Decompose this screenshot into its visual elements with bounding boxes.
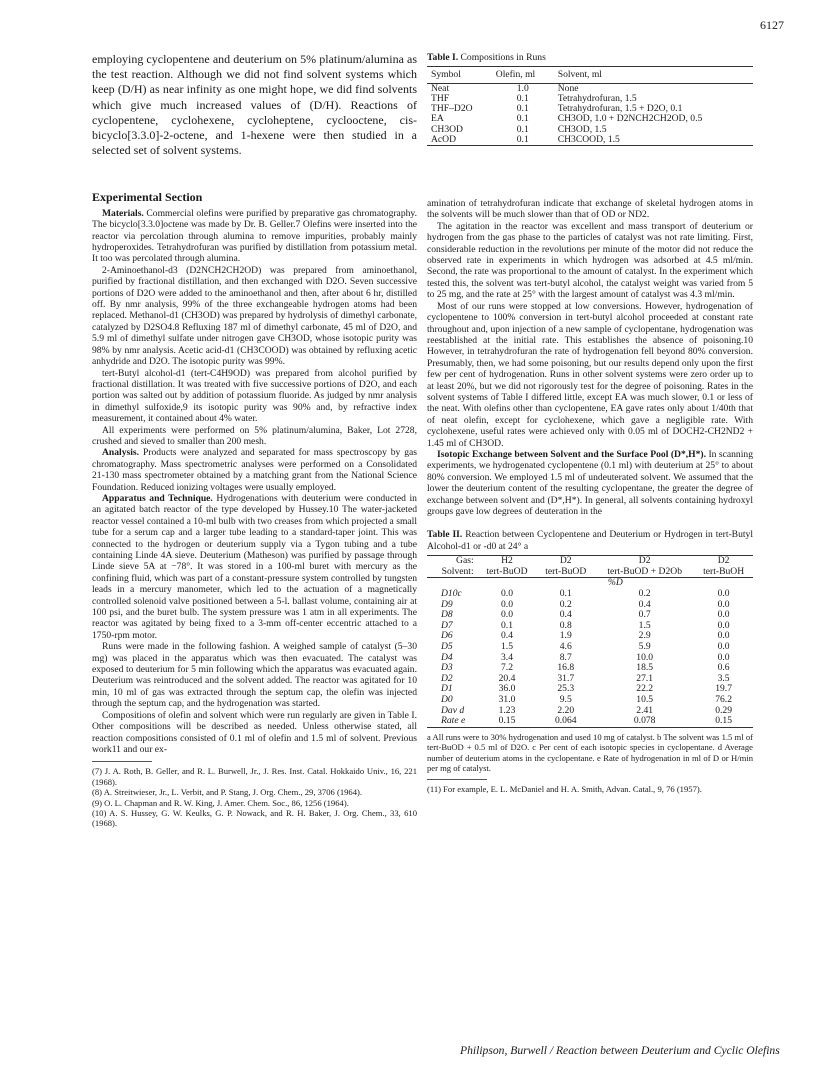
table-cell: 0.1 xyxy=(516,123,529,135)
table-cell: 16.8 xyxy=(557,662,575,674)
table-cell: 19.7 xyxy=(715,683,732,695)
table-cell: 22.2 xyxy=(636,683,654,695)
left-column xyxy=(92,52,417,829)
apparatus-text: Hydrogenations with deuterium were conducted in an agitated batch reactor of the type developed by Hussey.10 The water-jacketed reactor vessel contained a 10-ml bulb with two creases from which projected a small tube for a serum cap and a larger tube leading to a standard-taper joint. This was connected to the hydrogen or deuterium supply via a Tygon tubing and a tube containing Linde 4A sieve. Deuterium (Matheson) was purified by passage through Linde sieve 5A at −78°. It was stored in a 100-ml buret with mercury as the confining fluid, which was part of a constant-pressure system controlled by tungsten leads in a mercury manometer, which led to the actuation of a magnetically controlled solenoid valve positioned between a 5-l. ballast volume, containing air at 100 psi, and the buret bulb. The system pressure was 1 atm in all experiments. The reactor was agitated by being fixed to a 3-mm off-center eccentric attached to a 1750-rpm motor. xyxy=(92,492,417,641)
footnote-divider xyxy=(92,761,152,762)
table2-caption xyxy=(427,529,753,552)
table-cell: Neat xyxy=(431,82,450,94)
table-cell: 0.1 xyxy=(516,103,529,115)
table-row xyxy=(427,600,753,611)
unit-label: %D xyxy=(478,578,753,589)
right-paragraph-3: Most of our runs were stopped at low conversions. However, hydrogenation of cyclopentene to 100% conversion in tert-butyl alcohol proceeded at constant rate throughout and, upon injection of a new sample of cyclopentane, hydrogenation was reestablished at the initial rate. This establishes the absence of poisoning.10 However, in tetrahydrofuran the rate of hydrogenation fell beyond 80% conversion. Presumably, then, we had some poisoning, but our results depend only upon the first few per cent of hydrogenation. Runs in other solvent systems were zero order up to at least 20%, but we did not rigorously test for the degree of poisoning. Rates in the solvent systems of Table I differed little, except EA was much slower, 0.1 or less of the neat. With olefins other than cyclopentene, EA gave rates only about 1/40th that of neat olefin, except for cyclohexene, which gave a negligible rate. With cyclohexene, useful rates were achieved only with 0.05 ml of DOCH2-CH2ND2 + 1.45 ml of CH3OD. xyxy=(427,300,753,449)
compositions-paragraph: Compositions of olefin and solvent which were run regularly are given in Table I. Other compositions will be described as needed. Unless otherwise stated, all reaction compositions consisted of 0.1 ml of olefin and 1.5 ml of solvent. Previous work11 and our ex- xyxy=(92,709,417,755)
footnote-8: (8) A. Streitwieser, Jr., L. Verbit, and P. Stang, J. Org. Chem., 29, 3706 (1964). xyxy=(92,787,363,798)
table-cell: 0.0 xyxy=(501,609,513,621)
table-cell: 0.0 xyxy=(501,598,513,610)
table-cell: 27.1 xyxy=(636,672,654,684)
table-cell: 0.0 xyxy=(717,630,730,642)
table-cell: 0.0 xyxy=(717,651,730,663)
table-cell: 3.5 xyxy=(717,672,730,684)
table-cell: Tetrahydrofuran, 1.5 + D2O, 0.1 xyxy=(557,103,683,115)
table-cell: 0.078 xyxy=(633,715,656,727)
table-cell: 0.2 xyxy=(559,598,572,610)
table-cell: 0.15 xyxy=(715,715,732,727)
experimental-heading: Experimental Section xyxy=(92,190,203,205)
row-label: D9 xyxy=(441,598,453,610)
materials-paragraph xyxy=(92,208,417,265)
table-cell: 0.2 xyxy=(638,588,651,599)
table-row xyxy=(427,610,753,621)
apparatus-label: Apparatus and Technique. xyxy=(102,492,213,504)
right-paragraph-1: amination of tetrahydrofuran indicate that exchange of skeletal hydrogen atoms in the solvents will be much slower than that of OD or ND2. xyxy=(427,198,753,221)
table-row xyxy=(427,589,753,600)
table1-caption xyxy=(427,52,753,63)
table-row xyxy=(427,135,753,146)
table-row xyxy=(427,663,753,674)
table-cell: 0.8 xyxy=(559,619,572,631)
table-cell: 3.4 xyxy=(501,651,513,663)
table-cell: EA xyxy=(431,113,444,125)
table1-header: Solvent, ml xyxy=(554,67,753,83)
table-cell: 0.0 xyxy=(717,588,730,599)
table-cell: 20.4 xyxy=(498,672,516,684)
table2 xyxy=(427,555,753,728)
table-cell: 0.4 xyxy=(501,630,513,642)
table-row xyxy=(427,631,753,642)
footnote-10: (10) A. S. Hussey, G. W. Keulks, G. P. Nowack, and R. H. Baker, J. Org. Chem., 33, 610 (1968). xyxy=(92,807,417,829)
gas-label: Gas: xyxy=(456,555,474,567)
table-cell: 9.5 xyxy=(559,693,572,705)
table-cell: 10.0 xyxy=(636,651,654,663)
table-cell: 0.1 xyxy=(559,588,572,599)
table-row xyxy=(427,621,753,632)
table-cell: 0.0 xyxy=(717,640,730,652)
right-paragraph-2: The agitation in the reactor was excellent and mass transport of deuterium or hydrogen from the gas phase to the particles of catalyst was not rate limiting. First, considerable reduction in the revolutions per minute of the motor did not reduce the observed rate in experiments in which hydrogen was adsorbed at 4.5 ml/min. Second, the rate was proportional to the amount of catalyst. In the experiment which tested this, the solvent was tert-butyl alcohol, the catalyst weight was varied from 5 to 25 mg, and the rate at 25° with the largest amount of catalyst was 4.3 ml/min. xyxy=(427,220,753,301)
analysis-text: Products were analyzed and separated for mass spectroscopy by gas chromatography. Mass spectrometric analyses were performed on a Consolidated 21-130 mass spectrometer obtained by a matching grant from the National Science Foundation. Reduced ionizing voltages were usually employed. xyxy=(92,447,417,493)
table-cell: 2.20 xyxy=(557,704,575,716)
table2-label: Table II. xyxy=(427,529,463,541)
table2-footnote: a All runs were to 30% hydrogenation and used 10 mg of catalyst. b The solvent was 1.5 ml of tert-BuOD + 0.5 ml of D2O. c Per cent of each isotopic species in cyclopentane. d Average number of deuterium atoms in the cyclopentane. e Rate of hydrogenation in ml of D or H/min per mg of catalyst. xyxy=(427,731,753,773)
row-label: D3 xyxy=(441,662,453,674)
runs-paragraph: Runs were made in the following fashion. A weighed sample of catalyst (5–30 mg) was placed in the apparatus which was then evacuated. The catalyst was exposed to deuterium for 5 min following which the apparatus was evacuated again. Deuterium was reintroduced and the solvent added. The reactor was agitated for 10 min, 10 ml of gas was extracted through the septum cap, the olefin was injected through the septum cap, and the hydrogenation was started. xyxy=(92,641,417,710)
table-cell: 0.1 xyxy=(516,93,529,105)
materials-label: Materials. xyxy=(102,207,144,219)
table2-title: Reaction between Cyclopentene and Deuterium or Hydrogen in tert-Butyl Alcohol-d1 or -d0 at 24° a xyxy=(427,529,753,552)
table-cell: 0.6 xyxy=(717,662,730,674)
isotopic-label: Isotopic Exchange between Solvent and the Surface Pool (D*,H*). xyxy=(437,448,706,460)
table-row xyxy=(427,642,753,653)
table-cell: 25.3 xyxy=(557,683,575,695)
row-label: D0 xyxy=(441,693,453,705)
row-label: Rate e xyxy=(441,715,466,727)
table-row xyxy=(427,716,753,727)
table-cell: CH3OD xyxy=(431,123,463,135)
materials-text: Commercial olefins were purified by preparative gas chromatography. The bicyclo[3.3.0]octene was made by Dr. B. Geller.7 Olefins were inserted into the reactor via percolation through alumina to remove impurities, probably mainly hydroperoxides. Tetrahydrofuran was purified by distillation from potassium metal. It too was percolated through alumina. xyxy=(92,207,417,265)
footnote-divider-right xyxy=(427,779,487,780)
right-column xyxy=(427,52,753,795)
solvent-label: Solvent: xyxy=(441,565,474,577)
table-cell: 1.0 xyxy=(516,82,529,94)
table-cell: 1.5 xyxy=(638,619,651,631)
table1-label: Table I. xyxy=(427,52,459,63)
table-cell: 31.0 xyxy=(498,693,516,705)
table-row xyxy=(427,706,753,717)
solvent-cell: tert-BuOH xyxy=(703,565,745,577)
table-cell: THF xyxy=(431,93,450,105)
table-cell: 36.0 xyxy=(498,683,516,695)
solvent-cell: tert-BuOD xyxy=(486,565,528,577)
table-cell: 0.0 xyxy=(717,609,730,621)
table-cell: 5.9 xyxy=(638,640,651,652)
butyl-paragraph: tert-Butyl alcohol-d1 (tert-C4H9OD) was prepared from alcohol purified by fractional distillation. It was treated with five successive portions of D2O, and each portion was salted out by addition of potassium fluoride. As judged by nmr analysis in dimethyl sulfoxide,9 its isotopic purity was 90% and, by refractive index measurement, it contained about 4% water. xyxy=(92,367,417,425)
row-label: D1 xyxy=(441,683,453,695)
table-cell: 2.9 xyxy=(638,630,651,642)
table-cell: None xyxy=(557,82,579,94)
table-cell: 0.1 xyxy=(501,619,513,631)
table-row xyxy=(427,695,753,706)
table1-header: Olefin, ml xyxy=(492,67,554,83)
table-cell: 1.23 xyxy=(498,704,516,716)
table-cell: 1.5 xyxy=(501,640,513,652)
table-cell: 0.064 xyxy=(554,715,577,727)
table-cell: 31.7 xyxy=(557,672,575,684)
row-label: D8 xyxy=(441,609,453,621)
table-cell: 2.41 xyxy=(636,704,654,716)
isotopic-text: In scanning experiments, we hydrogenated cyclopentene (0.1 ml) with deuterium at 25° to about 80% conversion. We employed 1.5 ml of undeuterated solvent. We assumed that the lower the deuterium content of the resulting cyclopentane, the greater the degree of exchange between solvent and (D*,H*). In general, all solvents containing hydroxyl groups gave low degrees of deuteration in the xyxy=(427,448,753,517)
table-cell: 0.7 xyxy=(638,609,651,621)
table-cell: 0.0 xyxy=(717,619,730,631)
footnotes-left xyxy=(92,766,417,828)
table-cell: 1.9 xyxy=(559,630,572,642)
row-label: D10c xyxy=(441,588,462,599)
table-row xyxy=(427,674,753,685)
gas-cell: D2 xyxy=(717,555,730,567)
table-cell: 4.6 xyxy=(559,640,572,652)
row-label: D7 xyxy=(441,619,453,631)
table-cell: AcOD xyxy=(431,133,457,145)
table-cell: 7.2 xyxy=(501,662,513,674)
table1 xyxy=(427,66,753,146)
table-cell: 8.7 xyxy=(559,651,572,663)
solvent-cell: tert-BuOD xyxy=(545,565,587,577)
table-cell: 0.4 xyxy=(559,609,572,621)
table1-header-row xyxy=(427,67,753,83)
row-label: D5 xyxy=(441,640,453,652)
table-cell: THF–D2O xyxy=(431,103,473,115)
table-cell: Tetrahydrofuran, 1.5 xyxy=(557,93,637,105)
table-cell: 10.5 xyxy=(636,693,654,705)
table1-header: Symbol xyxy=(427,67,492,83)
table-cell: 76.2 xyxy=(715,693,732,705)
table-cell: CH3OD, 1.5 xyxy=(557,123,607,135)
row-label: D2 xyxy=(441,672,453,684)
apparatus-paragraph xyxy=(92,493,417,641)
table-cell: 0.1 xyxy=(516,113,529,125)
catalyst-paragraph: All experiments were performed on 5% platinum/alumina, Baker, Lot 2728, crushed and sieved to smaller than 200 mesh. xyxy=(92,424,417,447)
analysis-paragraph xyxy=(92,447,417,493)
footnote-7: (7) J. A. Roth, B. Geller, and R. L. Burwell, Jr., J. Res. Inst. Catal. Hokkaido Univ., 16, 221 (1968). xyxy=(92,766,417,787)
table-cell: 0.0 xyxy=(501,588,513,599)
isotopic-paragraph xyxy=(427,449,753,517)
table-row xyxy=(427,684,753,695)
analysis-label: Analysis. xyxy=(102,447,140,459)
solvent-cell: tert-BuOD + D2Ob xyxy=(607,565,683,577)
table-cell: 0.1 xyxy=(516,133,529,145)
page-number: 6127 xyxy=(760,18,784,32)
table2-solvent-row xyxy=(427,567,753,578)
gas-cell: D2 xyxy=(638,555,651,567)
table-cell: 0.15 xyxy=(498,715,516,727)
table-row xyxy=(427,653,753,664)
table1-title: Compositions in Runs xyxy=(460,52,546,63)
intro-paragraph: employing cyclopentene and deuterium on 5% platinum/alumina as the test reaction. Although we did not find solvent systems which keep (D/H) as near infinity as one might hope, we did find solvents which give much increased values of (D/H). Reactions of cyclopentene, cyclohexene, cycloheptene, cyclooctene, cis-bicyclo[3.3.0]-2-octene, and 1-hexene were then studied in a selected set of solvent systems. xyxy=(92,52,417,158)
running-footer: Philipson, Burwell / Reaction between Deuterium and Cyclic Olefins xyxy=(460,1044,780,1057)
footnote-11: (11) For example, E. L. McDaniel and H. A. Smith, Advan. Catal., 9, 76 (1957). xyxy=(427,784,702,795)
table-cell: 0.29 xyxy=(715,704,732,716)
table-cell: 0.4 xyxy=(638,598,651,610)
aminoethanol-paragraph: 2-Aminoethanol-d3 (D2NCH2CH2OD) was prepared from aminoethanol, purified by fractional distillation, and then exchanged with D2O. Seven successive portions of D2O were added to the aminoethanol and then, after about 6 hr, distilled off. By nmr analysis, 99% of the three exchangeable hydrogen atoms had been replaced. Methanol-d1 (CH3OD) was prepared by hydrolysis of dimethyl carbonate, catalyzed by D2SO4.8 Refluxing 187 ml of dimethyl carbonate, 45 ml of D2O, and 5.9 ml of dimethyl sulfate under nitrogen gave CH3OD, whose isotopic purity was 98% by nmr analysis. Acetic acid-d1 (CH3COOD) was obtained by refluxing acetic anhydride and D2O. The isotopic purity was 99%. xyxy=(92,264,417,368)
table-cell: CH3OD, 1.0 + D2NCH2CH2OD, 0.5 xyxy=(557,113,703,125)
table-cell: 18.5 xyxy=(636,662,654,674)
table-cell: CH3COOD, 1.5 xyxy=(557,133,620,145)
gas-cell: D2 xyxy=(559,555,572,567)
table-cell: 0.0 xyxy=(717,598,730,610)
table2-unit-row xyxy=(427,578,753,589)
footnote-9: (9) O. L. Chapman and R. W. King, J. Amer. Chem. Soc., 86, 1256 (1964). xyxy=(92,797,349,808)
row-label: Dav d xyxy=(441,704,465,716)
row-label: D6 xyxy=(441,630,453,642)
gas-cell: H2 xyxy=(501,555,513,567)
row-label: D4 xyxy=(441,651,453,663)
